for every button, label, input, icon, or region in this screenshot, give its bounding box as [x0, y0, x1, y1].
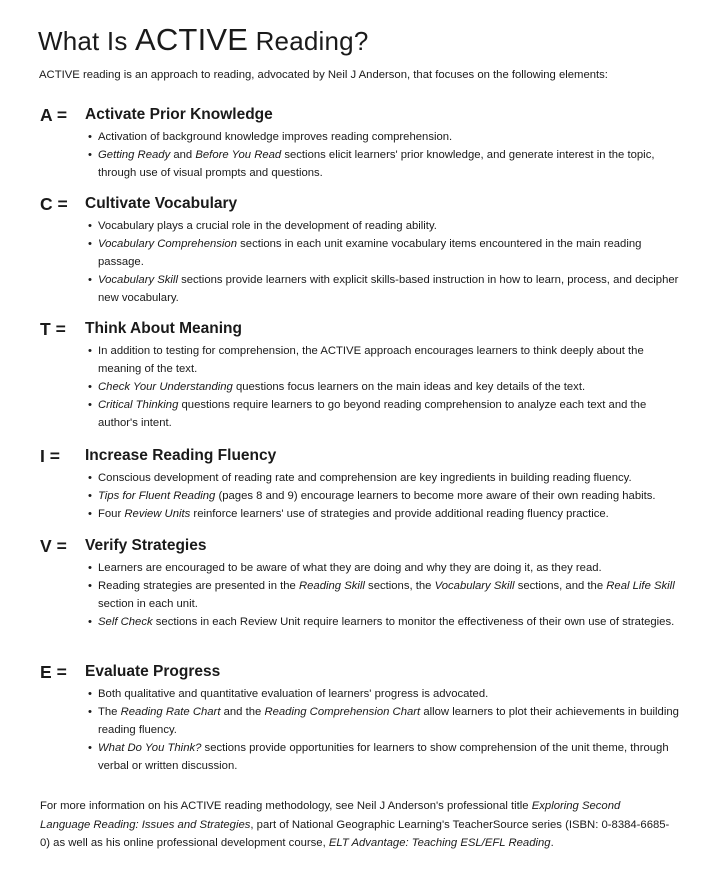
text-run: For more information on his ACTIVE reading methodology, see Neil J Anderson's professional title — [40, 800, 532, 812]
bullet-item — [88, 559, 688, 577]
bullet-list — [88, 128, 688, 182]
text-run: Activation of background knowledge improves reading comprehension. — [98, 131, 453, 143]
text-run: Conscious development of reading rate and comprehension are key ingredients in building reading fluency. — [98, 472, 632, 484]
italic-phrase: Self Check — [98, 616, 153, 628]
italic-phrase: Critical Thinking — [98, 399, 179, 411]
italic-phrase: Vocabulary Skill — [434, 580, 515, 592]
text-run: . — [550, 837, 554, 849]
text-run: and the — [220, 706, 265, 718]
bullet-item — [88, 703, 688, 739]
italic-phrase: Check Your Understanding — [98, 381, 233, 393]
bullet-list — [88, 342, 688, 432]
text-run: The — [98, 706, 121, 718]
text-run: sections in each unit examine vocabulary items encountered in the main reading passage. — [98, 238, 642, 268]
section-heading: Cultivate Vocabulary — [85, 195, 238, 212]
text-run: Reading strategies are presented in the — [98, 580, 299, 592]
section-heading: Activate Prior Knowledge — [85, 106, 273, 123]
bullet-list — [88, 217, 688, 307]
title-suffix: Reading? — [248, 26, 369, 56]
bullet-item — [88, 146, 688, 182]
bullet-item — [88, 739, 688, 775]
text-run: sections provide learners with explicit skills-based instruction in how to learn, process, and decipher new vocabulary. — [98, 274, 679, 304]
bullet-list — [88, 685, 688, 775]
title-acronym: ACTIVE — [134, 22, 249, 57]
italic-phrase: Before You Read — [195, 149, 282, 161]
italic-phrase: Reading Comprehension Chart — [264, 706, 421, 718]
bullet-item — [88, 577, 688, 613]
text-run: Four — [98, 508, 125, 520]
bullet-item — [88, 217, 688, 235]
text-run: questions focus learners on the main ideas and key details of the text. — [232, 381, 586, 393]
italic-phrase: Reading Rate Chart — [120, 706, 221, 718]
text-run: Both qualitative and quantitative evaluation of learners' progress is advocated. — [98, 688, 489, 700]
bullet-item — [88, 505, 698, 523]
text-run: reinforce learners' use of strategies and provide additional reading fluency practice. — [190, 508, 609, 520]
page-title — [38, 22, 368, 58]
italic-phrase: Reading Skill — [298, 580, 365, 592]
text-run: Vocabulary plays a crucial role in the development of reading ability. — [98, 220, 437, 232]
title-prefix: What Is — [38, 26, 135, 56]
text-run: (pages 8 and 9) encourage learners to become more aware of their own reading habits. — [215, 490, 656, 502]
italic-phrase: Vocabulary Skill — [98, 274, 178, 286]
bullet-item — [88, 235, 688, 271]
intro-text: ACTIVE reading is an approach to reading, advocated by Neil J Anderson, that focuses on the following elements: — [39, 69, 608, 81]
bullet-item — [88, 469, 698, 487]
footer-note — [40, 797, 670, 853]
section-letter: E = — [40, 662, 67, 682]
section-letter: I = — [40, 446, 60, 466]
text-run: Learners are encouraged to be aware of what they are doing and why they are doing it, as they read. — [98, 562, 602, 574]
italic-phrase: Getting Ready — [98, 149, 171, 161]
bullet-list — [88, 559, 688, 631]
section-heading: Evaluate Progress — [85, 663, 221, 680]
bullet-list — [88, 469, 698, 523]
section-letter: A = — [40, 105, 68, 125]
italic-phrase: Review Units — [124, 508, 191, 520]
section-heading: Think About Meaning — [85, 320, 242, 337]
text-run: sections elicit learners' prior knowledge, and generate interest in the topic, through use of visual prompts and questions. — [98, 149, 655, 179]
italic-phrase: ELT Advantage: Teaching ESL/EFL Reading — [328, 837, 551, 849]
bullet-item — [88, 342, 688, 378]
text-run: and — [170, 149, 196, 161]
text-run: , part of National Geographic Learning's TeacherSource series (ISBN: 0-8384-6685-0) as well as his online professional development course, — [40, 818, 670, 849]
italic-phrase: What Do You Think? — [98, 742, 202, 754]
section-letter: T = — [40, 319, 66, 339]
text-run: sections, the — [364, 580, 435, 592]
text-run: sections provide opportunities for learners to show comprehension of the unit theme, through verbal or written discussion. — [98, 742, 669, 772]
bullet-item — [88, 128, 688, 146]
italic-phrase: Exploring Second Language Reading: Issues and Strategies — [40, 800, 621, 831]
text-run: In addition to testing for comprehension, the ACTIVE approach encourages learners to think deeply about the meaning of the text. — [98, 345, 644, 375]
bullet-item — [88, 378, 688, 396]
section-letter: V = — [40, 536, 67, 556]
bullet-item — [88, 613, 688, 631]
text-run: sections in each Review Unit require learners to monitor the effectiveness of their own use of strategies. — [152, 616, 675, 628]
bullet-item — [88, 487, 698, 505]
text-run: sections, and the — [514, 580, 607, 592]
text-run: questions require learners to go beyond reading comprehension to analyze each text and the author's intent. — [98, 399, 647, 429]
text-run: section in each unit. — [98, 598, 198, 610]
bullet-item — [88, 685, 688, 703]
text-run: allow learners to plot their achievements in building reading fluency. — [98, 706, 679, 736]
section-heading: Increase Reading Fluency — [85, 447, 277, 464]
section-heading: Verify Strategies — [85, 537, 207, 554]
section-letter: C = — [40, 194, 68, 214]
bullet-item — [88, 396, 688, 432]
italic-phrase: Real Life Skill — [606, 580, 675, 592]
italic-phrase: Tips for Fluent Reading — [98, 490, 216, 502]
italic-phrase: Vocabulary Comprehension — [98, 238, 237, 250]
bullet-item — [88, 271, 688, 307]
